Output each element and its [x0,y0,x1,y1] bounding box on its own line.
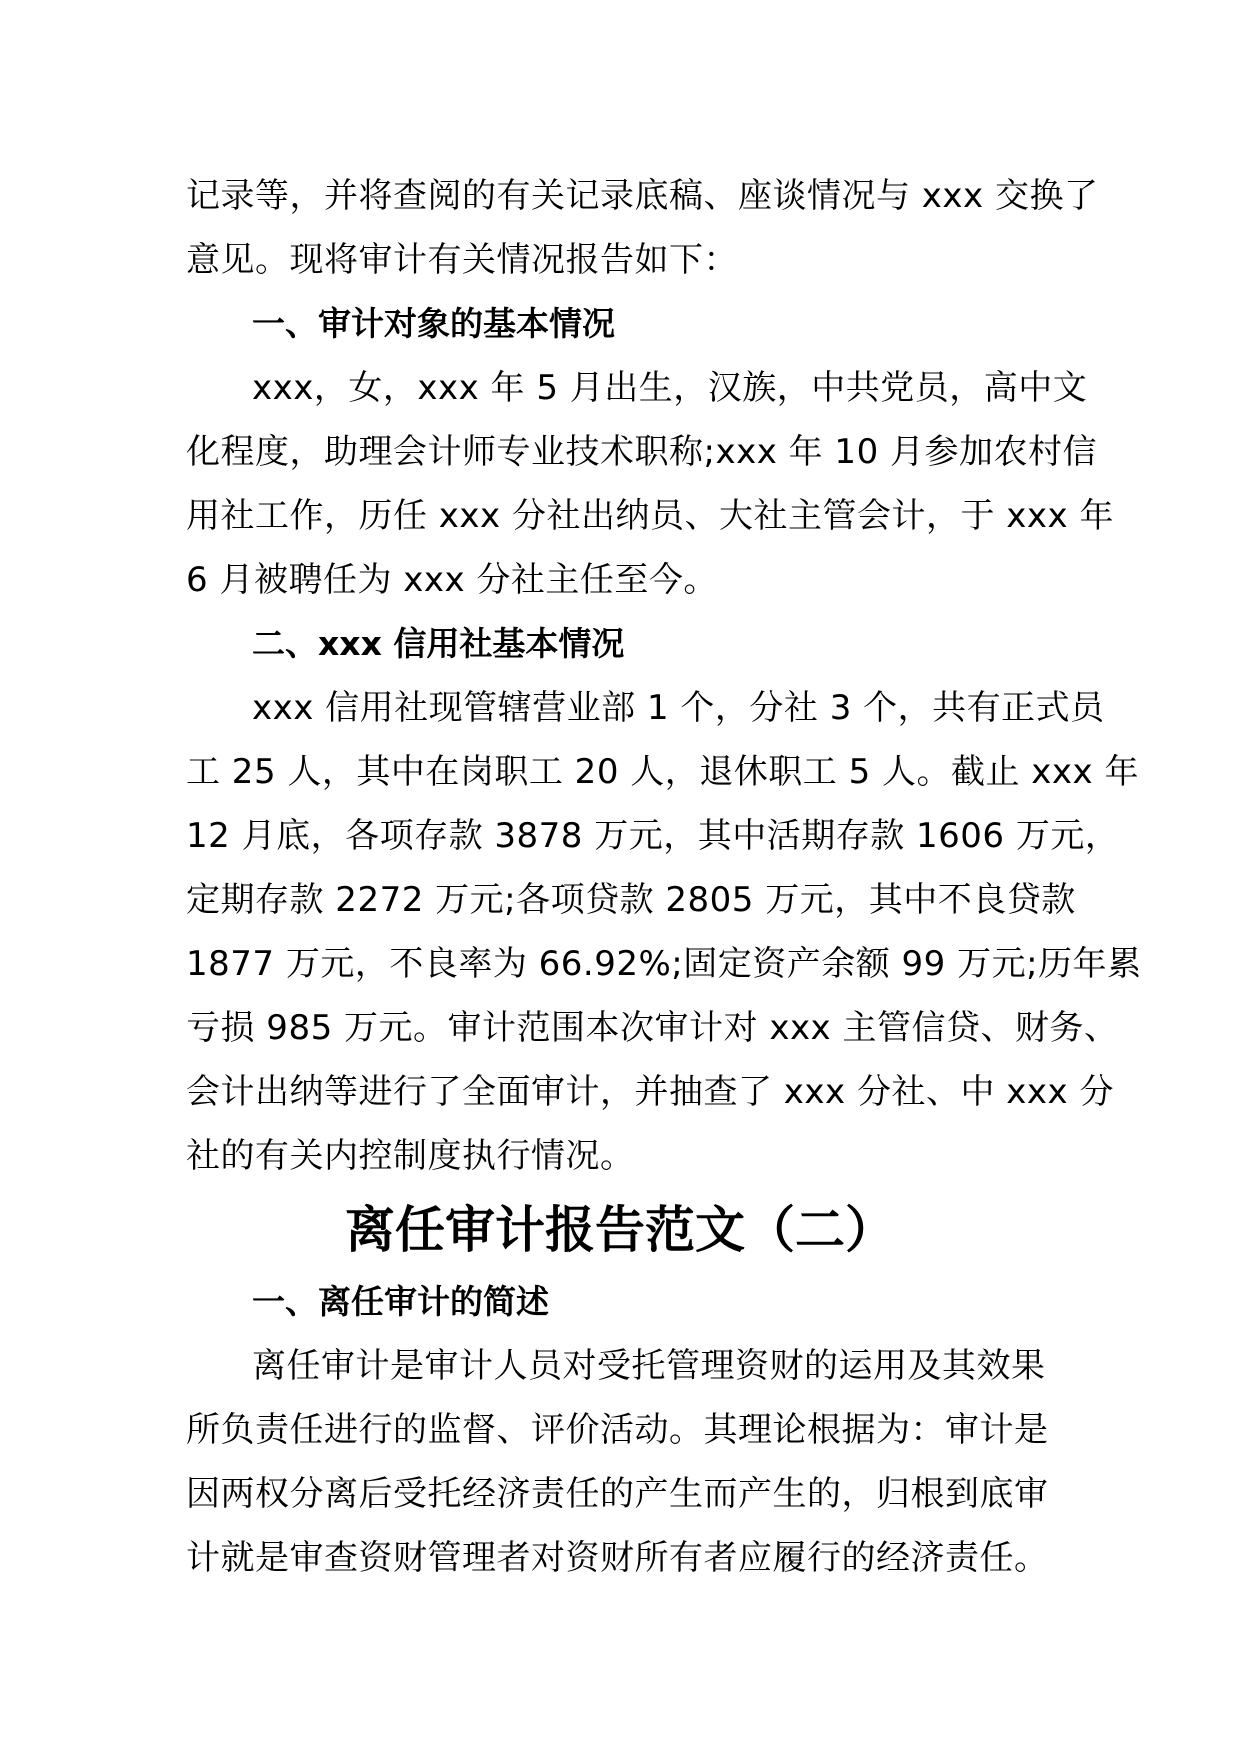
section-heading: 一、离任审计的简述 [252,1282,549,1321]
paragraph-line: 1877 万元，不良率为 66.92%;固定资产余额 99 万元;历年累 [186,944,1142,984]
paragraph-line: 意见。现将审计有关情况报告如下： [186,240,738,280]
section-heading: 二、xxx 信用社基本情况 [252,624,625,663]
section-heading: 一、审计对象的基本情况 [252,304,615,343]
paragraph-line: 12 月底，各项存款 3878 万元，其中活期存款 1606 万元， [186,816,1120,856]
paragraph-line: 定期存款 2272 万元;各项贷款 2805 万元，其中不良贷款 [186,880,1076,920]
paragraph-line: 离任审计是审计人员对受托管理资财的运用及其效果 [252,1346,1046,1386]
paragraph-line: xxx 信用社现管辖营业部 1 个，分社 3 个，共有正式员 [252,688,1105,728]
paragraph-line: 工 25 人，其中在岗职工 20 人，退休职工 5 人。截止 xxx 年 [186,752,1139,792]
paragraph-line: 因两权分离后受托经济责任的产生而产生的，归根到底审 [186,1474,1049,1514]
paragraph-line: 会计出纳等进行了全面审计，并抽查了 xxx 分社、中 xxx 分 [186,1072,1114,1112]
paragraph-line: xxx，女，xxx 年 5 月出生，汉族，中共党员，高中文 [252,368,1088,408]
paragraph-line: 化程度，助理会计师专业技术职称;xxx 年 10 月参加农村信 [186,432,1098,472]
document-title: 离任审计报告范文（二） [345,1201,895,1259]
paragraph-line: 社的有关内控制度执行情况。 [186,1136,635,1176]
paragraph-line: 亏损 985 万元。审计范围本次审计对 xxx 主管信贷、财务、 [186,1008,1119,1048]
paragraph-line: 用社工作，历任 xxx 分社出纳员、大社主管会计，于 xxx 年 [186,496,1114,536]
paragraph-line: 6 月被聘任为 xxx 分社主任至今。 [186,560,718,600]
paragraph-line: 记录等，并将查阅的有关记录底稿、座谈情况与 xxx 交换了 [186,176,1099,216]
paragraph-line: 所负责任进行的监督、评价活动。其理论根据为：审计是 [186,1410,1049,1450]
paragraph-line: 计就是审查资财管理者对资财所有者应履行的经济责任。 [186,1538,1049,1578]
